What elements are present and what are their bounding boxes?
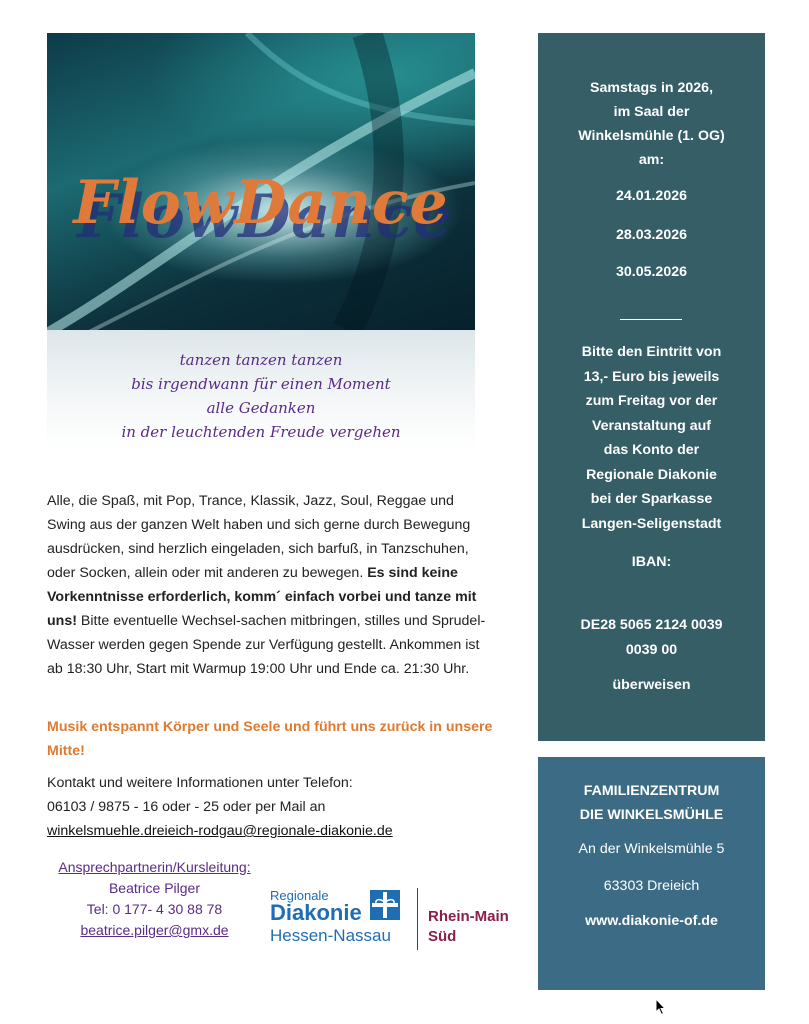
poem: [47, 348, 475, 444]
diakonie-cross-icon: [370, 890, 400, 920]
logo-divider: [417, 888, 418, 950]
payment-line: Langen-Seligenstadt: [581, 515, 722, 532]
event-date: 30.05.2026: [615, 264, 687, 280]
payment-line: bei der Sparkasse: [590, 491, 713, 507]
payment-line: zum Freitag vor der: [585, 393, 718, 409]
event-date: 28.03.2026: [615, 227, 687, 243]
address-panel: [538, 757, 765, 990]
logo-hessen-nassau: Hessen-Nassau: [270, 926, 391, 945]
diakonie-logo: [270, 884, 520, 954]
poem-line: in der leuchtenden Freude vergehen: [121, 423, 401, 441]
description-text: Alle, die Spaß, mit Pop, Trance, Klassik, Jazz, Soul, Reggae und Swing aus der ganzen Welt haben und sich gerne durch Bewegung ausdrücken, sind herzlich eingeladen, sich barfuß, in Tanzschuhen, oder Socken, allein oder mit anderen zu bewegen.: [47, 493, 471, 581]
hero-image: [47, 33, 475, 330]
payment-info: [538, 340, 765, 536]
poem-line: alle Gedanken: [206, 399, 316, 417]
description-text-2: Bitte eventuelle Wechsel-sachen mitbringen, stilles und Sprudel-Wasser werden gegen Spende zur Verfügung gestellt. Ankommen ist ab 18:30 Uhr, Start mit Warmup 19:00 Uhr und Ende ca. 21:30 Uhr.: [47, 613, 486, 677]
schedule-intro: [538, 76, 765, 172]
divider: [620, 319, 682, 320]
contact-person-tel: Tel: 0 177- 4 30 88 78: [86, 901, 223, 917]
org-name-line: FAMILIENZENTRUM: [583, 783, 720, 799]
payment-line: Veranstaltung auf: [591, 417, 712, 434]
org-website-link[interactable]: www.diakonie-of.de: [585, 913, 718, 929]
contact-phone: 06103 / 9875 - 16 oder - 25 oder per Mail an: [47, 799, 326, 815]
poem-line: bis irgendwann für einen Moment: [131, 375, 391, 393]
intro-line: am:: [638, 152, 665, 168]
transfer-instruction: überweisen: [612, 677, 691, 693]
contact-person-heading: Ansprechpartnerin/Kursleitung:: [58, 859, 251, 875]
logo-regionale: Regionale: [270, 888, 329, 903]
description-bold: Es sind keine Vorkenntnisse erforderlich, komm´ einfach vorbei und tanze mit uns!: [47, 565, 477, 629]
logo-diakonie: Diakonie: [270, 900, 362, 925]
contact-person-email-link[interactable]: beatrice.pilger@gmx.de: [80, 922, 229, 938]
org-name-line: DIE WINKELSMÜHLE: [579, 807, 724, 823]
org-city: 63303 Dreieich: [603, 878, 700, 894]
iban-line: 0039 00: [625, 641, 678, 658]
contact-person: [47, 857, 262, 941]
payment-line: das Konto der: [603, 442, 700, 458]
iban-value: [538, 613, 765, 662]
highlight-text: Musik entspannt Körper und Seele und führt uns zurück in unsere Mitte!: [47, 719, 493, 759]
mouse-cursor-icon: [655, 998, 667, 1016]
poem-line: tanzen tanzen tanzen: [179, 351, 343, 369]
contact-person-name: Beatrice Pilger: [108, 880, 201, 896]
intro-line: Samstags in 2026,: [589, 80, 714, 96]
hero-title: FlowDance: [73, 168, 449, 238]
intro-line: Winkelsmühle (1. OG): [578, 128, 725, 144]
logo-sued: Süd: [428, 928, 457, 945]
iban-line: DE28 5065 2124 0039: [580, 617, 723, 633]
info-panel: [538, 33, 765, 741]
logo-rhein-main: Rhein-Main: [428, 908, 509, 925]
payment-line: 13,- Euro bis jeweils: [583, 368, 720, 385]
description: [47, 489, 492, 681]
contact-info: [47, 771, 497, 843]
event-date: 24.01.2026: [615, 188, 687, 204]
contact-line: Kontakt und weitere Informationen unter Telefon:: [47, 775, 353, 791]
payment-line: Regionale Diakonie: [586, 466, 717, 483]
org-name: [538, 779, 765, 827]
payment-line: Bitte den Eintritt von: [581, 344, 722, 360]
intro-line: im Saal der: [613, 104, 690, 120]
org-address: An der Winkelsmühle 5: [578, 841, 725, 857]
contact-email-link[interactable]: winkelsmuehle.dreieich-rodgau@regionale-diakonie.de: [47, 823, 393, 839]
iban-label: IBAN:: [631, 554, 672, 570]
